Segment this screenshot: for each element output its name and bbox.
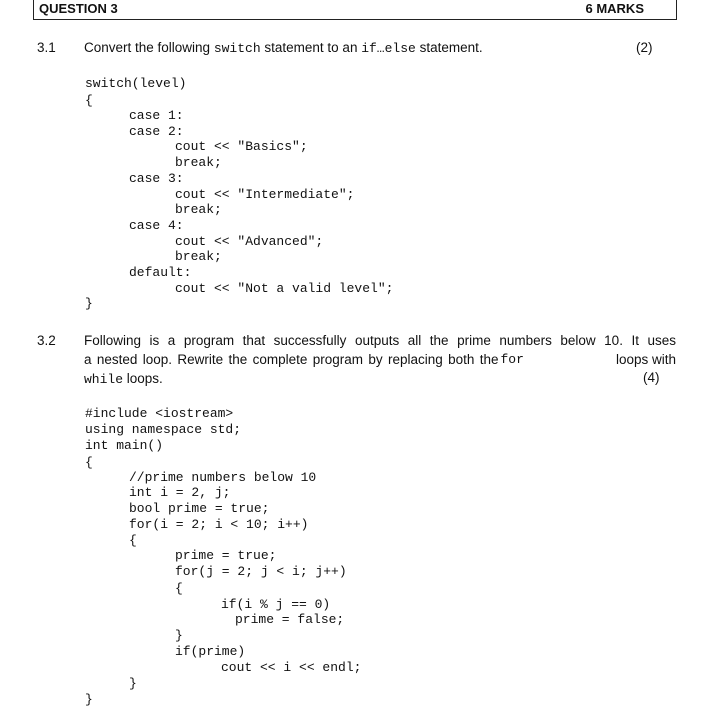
code-line: default: (129, 265, 192, 280)
code-line: { (129, 533, 137, 548)
question-3-2-line-1 (84, 331, 676, 350)
q32-line2-b: loops with (615, 352, 676, 367)
code-line: #include <iostream> (85, 406, 234, 421)
code-line: if(i % j == 0) (221, 597, 331, 612)
code-line: break; (175, 155, 222, 170)
q32-code-for: for (500, 352, 524, 367)
code-line: //prime numbers below 10 (129, 470, 317, 485)
code-line: case 4: (129, 218, 184, 233)
code-line: { (85, 455, 93, 470)
code-line: using namespace std; (85, 422, 242, 437)
code-line: for(i = 2; i < 10; i++) (129, 517, 309, 532)
code-line: cout << "Basics"; (175, 139, 308, 154)
question-number-3-1: 3.1 (37, 40, 56, 55)
question-number-3-2: 3.2 (37, 333, 56, 348)
code-line: case 3: (129, 171, 184, 186)
question-3-1-marks: (2) (636, 40, 653, 55)
code-line: bool prime = true; (129, 501, 270, 516)
q32-line1: Following is a program that successfully outputs all the prime numbers below 10. It uses (84, 333, 676, 348)
code-line: for(j = 2; j < i; j++) (175, 564, 347, 579)
question-3-1-text (84, 38, 483, 58)
code-line: } (85, 296, 93, 311)
q31-text-c: statement. (415, 40, 483, 55)
question-3-2-line-3 (84, 369, 163, 389)
code-line: if(prime) (175, 644, 246, 659)
question-title: QUESTION 3 (39, 1, 118, 16)
question-3-2-line-2 (84, 350, 676, 369)
code-line: } (129, 676, 137, 691)
question-header (33, 0, 677, 20)
code-line: break; (175, 202, 222, 217)
code-line: cout << "Advanced"; (175, 234, 324, 249)
question-marks: 6 MARKS (585, 1, 644, 16)
question-3-2-marks: (4) (643, 370, 660, 385)
code-line: { (85, 93, 93, 108)
code-line: cout << "Not a valid level"; (175, 281, 394, 296)
q31-code-switch: switch (213, 41, 261, 56)
code-line: switch(level) (85, 76, 187, 91)
code-line: break; (175, 249, 222, 264)
q32-code-while: while (84, 372, 124, 387)
code-line: cout << i << endl; (221, 660, 362, 675)
code-line: } (85, 692, 93, 707)
q31-text-b: statement to an (260, 40, 362, 55)
q32-line3-b: loops. (123, 371, 163, 386)
code-line: cout << "Intermediate"; (175, 187, 355, 202)
q31-code-ifelse: if…else (361, 41, 416, 56)
code-line: prime = false; (235, 612, 345, 627)
code-line: int main() (85, 438, 164, 453)
code-line: case 1: (129, 108, 184, 123)
code-line: { (175, 581, 183, 596)
code-line: prime = true; (175, 548, 277, 563)
code-line: } (175, 628, 183, 643)
code-line: int i = 2, j; (129, 485, 231, 500)
q32-line2-a: a nested loop. Rewrite the complete program by replacing both the (84, 352, 499, 367)
code-line: case 2: (129, 124, 184, 139)
q31-text-a: Convert the following (84, 40, 214, 55)
